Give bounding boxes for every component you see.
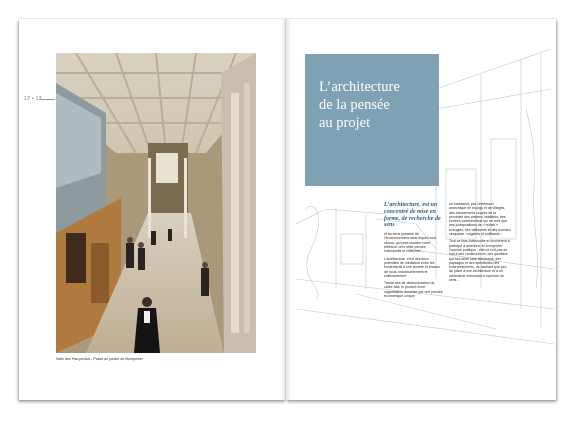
- body-paragraph: Trente ans de déstructuration du cadre bâti, le produit d’une organisation dominée par une pensée économique unique: [384, 281, 443, 299]
- photo-caption: Salle des Pas-perdus - Palais de justice de Montpellier: [56, 357, 143, 361]
- title-box: [305, 54, 439, 186]
- left-page: [19, 19, 286, 400]
- folio-rule: [41, 99, 55, 100]
- article-title: [319, 78, 400, 132]
- page-folio: 12 • 13: [24, 96, 42, 102]
- text-column-2: [449, 202, 511, 285]
- body-paragraph: et du sens possible de l’environnement dans lequel nous vivons, qui peut susciter notre réflexion vers cette pensée individuelle et collective…: [384, 232, 437, 254]
- title-line: au projet: [319, 115, 371, 131]
- title-line: L’architecture: [319, 79, 400, 95]
- atrium-photo-illustration: [56, 53, 256, 353]
- body-paragraph: se traduisent, par l’extension anarchique de bourgs et de villages, des lotissements coupés de la proximité des anciens habitants, des centres commerciaux qui ne sont que des juxtapositions de « boîtes » aveugles, des bâtiments et des bureaux cinquante, vulgaires et suffisants…: [449, 202, 511, 237]
- body-paragraph: Tout ce tissu hétéroclite et incohérent a participé à améliorer et à emporter l’opinion publique ; elle ne voit pas de mal à ces constructions, ces quartiers qui font table rase des tissus, des paysages et des spécificités des environnements, ne sachant que peu de place à une architecture et à un urbanisme cherchant à exprimer du sens…: [449, 239, 510, 283]
- right-page: [286, 19, 556, 400]
- spine-gutter: [281, 19, 291, 400]
- atrium-photo: [56, 53, 256, 353]
- magazine-spread: [19, 19, 556, 400]
- body-paragraph: L’architecture, c’est des lieux potentiels de médiation entre les fondements d’une société et chacun de nous, individuellement et collectivement…: [384, 256, 441, 278]
- title-line: de la pensée: [319, 97, 390, 113]
- text-column-1: [384, 202, 444, 301]
- lead-paragraph: L’architecture, est un concentré de mise en forme, de recherche de sens: [384, 202, 441, 229]
